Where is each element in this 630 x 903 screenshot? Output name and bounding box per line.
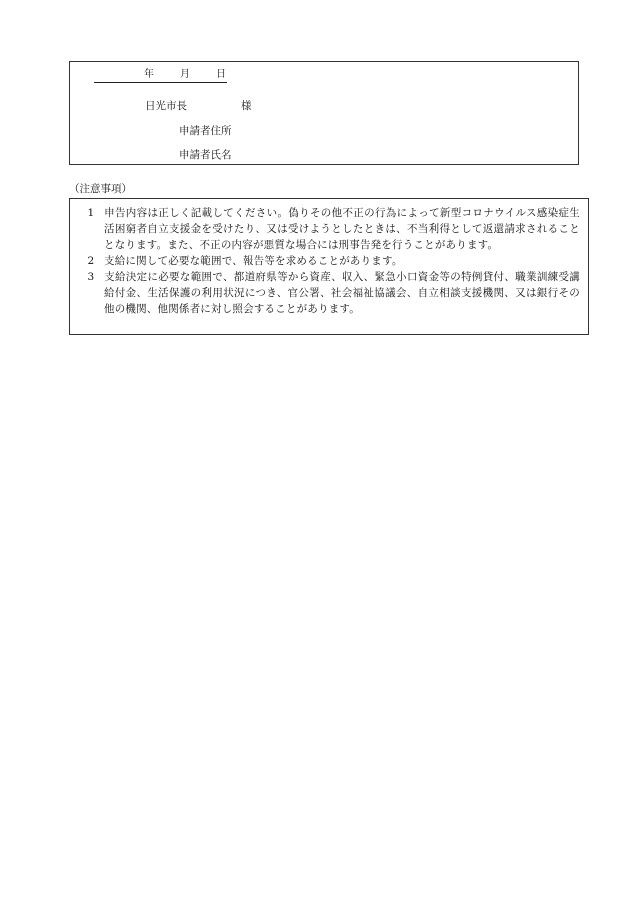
note-item	[78, 253, 580, 269]
note-item	[78, 269, 580, 317]
note-text: 申告内容は正しく記載してください。偽りその他不正の行為によって新型コロナウイルス感染症生活困窮者自立支援金を受けたり、又は受けようとしたときは、不当利得として返還請求されることとなります。また、不正の内容が悪質な場合には刑事告発を行うことがあります。	[104, 207, 580, 251]
note-number: 2	[87, 255, 95, 267]
note-number: 1	[87, 207, 95, 219]
note-item	[78, 205, 580, 253]
applicant-address-label: 申請者住所	[179, 125, 232, 137]
note-text: 支給決定に必要な範囲で、都道府県等から資産、収入、緊急小口資金等の特例貸付、職業訓練受講給付金、生活保護の利用状況につき、官公署、社会福祉協議会、自立相談支援機関、又は銀行その他の機関、他関係者に対し照会することがあります。	[104, 271, 580, 315]
note-number: 3	[87, 271, 95, 283]
applicant-name-label: 申請者氏名	[179, 149, 232, 161]
honorific: 様	[241, 100, 252, 112]
date-line	[94, 69, 227, 83]
notes-box	[69, 198, 589, 335]
notes-heading: （注意事項）	[69, 183, 132, 195]
date-year-label: 年	[144, 69, 154, 80]
date-month-label: 月	[180, 69, 190, 80]
addressee: 日光市長	[145, 100, 187, 112]
date-day-label: 日	[216, 69, 226, 80]
note-text: 支給に関して必要な範囲で、報告等を求めることがあります。	[104, 255, 403, 267]
application-header-box	[69, 61, 579, 165]
